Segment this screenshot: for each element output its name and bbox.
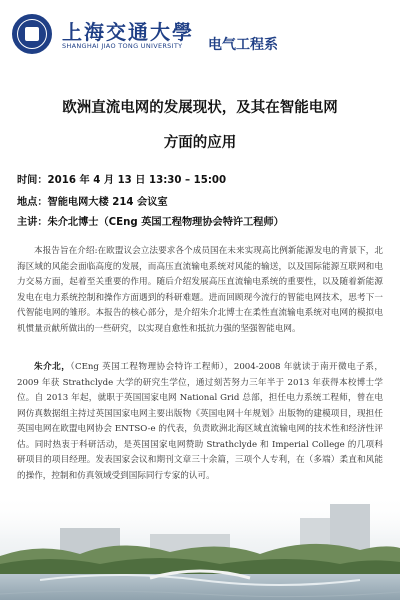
talk-speaker: 主讲：朱介北博士（CEng 英国工程物理协会特许工程师） [17, 217, 284, 228]
talk-title-line2: 方面的应用 [163, 135, 237, 151]
talk-time: 时间：2016 年 4 月 13 日 13:30 – 15:00 [17, 175, 227, 186]
campus-photo [0, 494, 400, 600]
abstract-paragraph: 本报告旨在介绍:在欧盟议会立法要求各个成员国在未来实现高比例新能源发电的背景下，北海区域的风能会面临高度的发展，而高压直流输电系统对风能的输送，以及国际能源互联网和电力交易方面，起着至关重要的作用。随后介绍发展高压直流输电系统的重要性，以及随着新能源发电在电力系统控制和操作方面遇到的科研难题。进而回顾现今流行的智能电网技术，思考下一代智能电网的雏形。本报告的核心部分，是介绍朱介北博士在柔性直流输电系统对电网的模拟电机惯量贡献所做出的一些研究，以实现自愈性和抵抗力强的坚强智能电网。 [17, 246, 383, 334]
talk-location: 地点：智能电网大楼 214 会议室 [17, 197, 168, 208]
department-name: 电气工程系 [208, 37, 278, 53]
university-name-cn: 上海交通大學 [62, 20, 194, 44]
speaker-name: 朱介北， [34, 362, 71, 372]
header [12, 14, 392, 54]
university-name-en: SHANGHAI JIAO TONG UNIVERSITY [62, 42, 183, 50]
university-seal-icon [12, 14, 52, 54]
talk-title-line1: 欧洲直流电网的发展现状，及其在智能电网 [62, 100, 338, 116]
speaker-bio-text: （CEng 英国工程物理协会特许工程师），2004-2008 年就读于南开微电子系，2009 年获 Strathclyde 大学的研究生学位，通过刻苦努力三年半于 2013 年获得本校博士学位。自 2013 年起，就职于英国国家电网 National Grid 总部，担任电力系统工程师，曾在电网仿真数据组主持过英国国家电网主要出版物《英国电网十年规划》出版物的建模项目，现担任英国电网在欧盟电网协会 ENTSO-e 的代表，负责欧洲北海区域直流输电网的技术性和经济性评估。同时热衷于科研活动，是英国国家电网赞助 Strathclyde 和 Imperial College 的几项科研项目的项目经理。发表国家会议和期刊文章三十余篇，三项个人专利，在（多端）柔直和风能的操作，控制和仿真领域受到国际同行专家的认可。 [17, 362, 383, 481]
speaker-bio-paragraph [17, 360, 383, 484]
